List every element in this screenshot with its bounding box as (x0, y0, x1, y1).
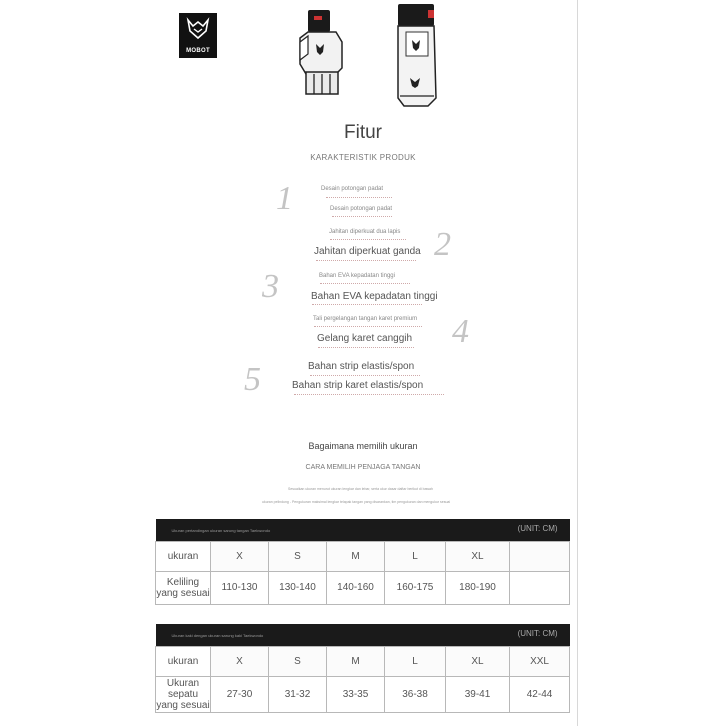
table1-size-label: ukuran (156, 541, 211, 571)
feature-4-dots-2 (318, 345, 414, 348)
table2-size-s: S (269, 646, 327, 676)
table2-value-m: 33-35 (327, 676, 385, 712)
table1-header-note: Ukuran pertandingan ukuran sarung tangan Taekwondo (171, 528, 271, 534)
table2-size-l: L (385, 646, 446, 676)
table2-fit-label (156, 676, 211, 712)
sizing-note-2: ukuran pelindung - Pengukuran maksimal lengkar telapak tangan yang disarankan, tim pengukuran dan mengukur sesuai (262, 500, 451, 504)
feature-number-1: 1 (276, 180, 293, 217)
table1-size-empty (510, 541, 570, 571)
feature-3-line1: Bahan EVA kepadatan tinggi (319, 273, 395, 279)
table2-size-xl: XL (446, 646, 510, 676)
feature-2-dots-2 (316, 258, 416, 261)
table1-value-l: 160-175 (385, 571, 446, 604)
features-subtitle: KARAKTERISTIK PRODUK (310, 153, 416, 162)
table2-size-m: M (327, 646, 385, 676)
feature-2-line2: Jahitan diperkuat ganda (314, 246, 421, 257)
wolf-logo-icon (186, 17, 210, 41)
table1-size-m: M (327, 541, 385, 571)
table2-size-xxl: XXL (510, 646, 570, 676)
sizing-note-1: Sesuaikan ukuran menurut ukuran lengkar dan lebar, serta ukur dasar daftar berikut di bawah (288, 487, 433, 491)
feature-4-line2: Gelang karet canggih (317, 333, 413, 344)
glove-front-illustration (296, 8, 346, 96)
glove-back-illustration (394, 2, 440, 108)
table1-fit-label (156, 571, 211, 604)
table1-value-s: 130-140 (269, 571, 327, 604)
table1-size-l: L (385, 541, 446, 571)
feature-5-line1: Bahan strip elastis/spon (308, 361, 415, 372)
feature-number-4: 4 (452, 313, 469, 350)
table1-value-xl: 180-190 (446, 571, 510, 604)
size-table-hand (155, 519, 570, 605)
table1-value-m: 140-160 (327, 571, 385, 604)
feature-1-line1: Desain potongan padat (321, 186, 384, 192)
feature-3-dots (320, 281, 410, 284)
feature-4-dots (314, 324, 422, 327)
table1-fit-label-b: yang sesuai (156, 587, 210, 599)
feature-1-dots-2 (332, 214, 392, 217)
sizing-subtitle: CARA MEMILIH PENJAGA TANGAN (305, 464, 421, 471)
table2-value-xl: 39-41 (446, 676, 510, 712)
table2-fit-label-a: Ukuran sepatu (166, 677, 200, 700)
table1-value-empty (510, 571, 570, 604)
table1-value-x: 110-130 (211, 571, 269, 604)
size-table-foot (155, 624, 570, 713)
table2-unit: (UNIT: CM) (517, 629, 558, 639)
sizing-title: Bagaimana memilih ukuran (308, 441, 418, 451)
table1-fit-label-a: Keliling (166, 576, 200, 588)
feature-5-dots (310, 373, 420, 376)
table2-value-l: 36-38 (385, 676, 446, 712)
table2-fit-label-b: yang sesuai (156, 699, 210, 711)
brand-name: MOBOT (186, 48, 210, 54)
table2-value-x: 27-30 (211, 676, 269, 712)
table1-size-xl: XL (446, 541, 510, 571)
feature-3-line2: Bahan EVA kepadatan tinggi (311, 291, 438, 302)
feature-number-3: 3 (262, 268, 279, 305)
feature-5-line2: Bahan strip karet elastis/spon (292, 380, 424, 391)
feature-2-line1: Jahitan diperkuat dua lapis (329, 229, 401, 235)
page-edge-divider (577, 0, 578, 726)
table2-value-s: 31-32 (269, 676, 327, 712)
table2-header (156, 624, 570, 646)
feature-4-line1: Tali pergelangan tangan karet premium (313, 316, 418, 322)
table2-size-label: ukuran (156, 646, 211, 676)
feature-1-line2: Desain potongan padat (330, 206, 393, 212)
table1-size-x: X (211, 541, 269, 571)
feature-3-dots-2 (312, 302, 422, 305)
table1-header (156, 519, 570, 541)
feature-5-dots-2 (294, 392, 444, 395)
table2-size-x: X (211, 646, 269, 676)
table2-value-xxl: 42-44 (510, 676, 570, 712)
feature-1-dots (326, 195, 392, 198)
feature-number-5: 5 (244, 361, 261, 398)
features-title: Fitur (344, 122, 382, 143)
table1-unit: (UNIT: CM) (517, 524, 558, 534)
table1-size-s: S (269, 541, 327, 571)
brand-logo (179, 13, 217, 58)
table2-header-note: Ukuran kaki dengan ukuran sarung kaki Taekwondo (171, 633, 264, 639)
feature-2-dots (330, 237, 406, 240)
feature-number-2: 2 (434, 226, 451, 263)
